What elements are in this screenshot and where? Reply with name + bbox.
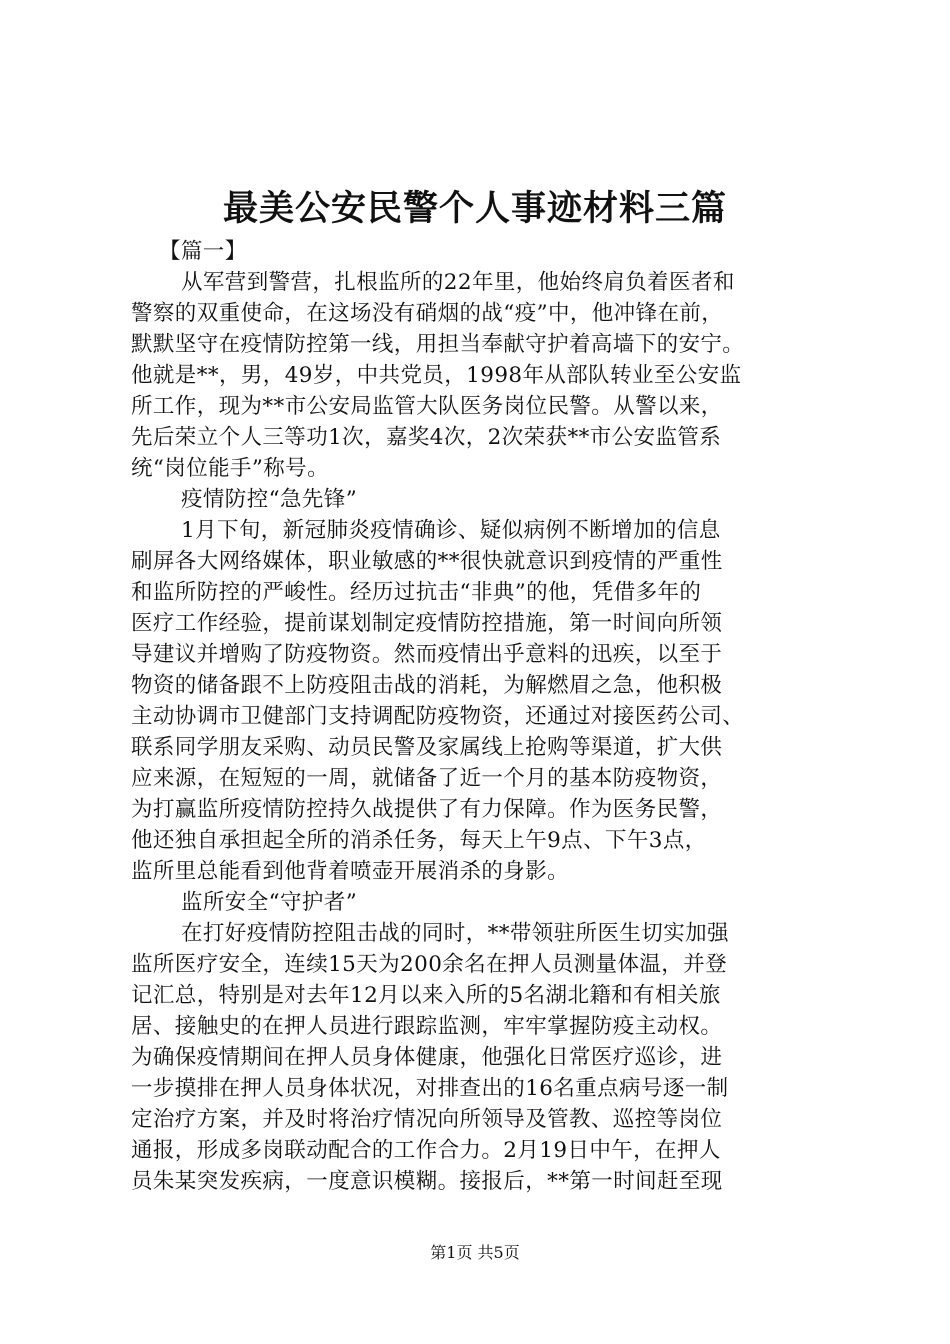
paragraph-line: 他还独自承担起全所的消杀任务，每天上午9点、下午3点， <box>131 828 707 853</box>
paragraph-line: 医疗工作经验，提前谋划制定疫情防控措施，第一时间向所领 <box>131 611 723 636</box>
paragraph-line: 从军营到警营，扎根监所的22年里，他始终肩负着医者和 <box>181 270 735 295</box>
paragraph-line: 应来源，在短短的一周，就储备了近一个月的基本防疫物资， <box>131 766 723 791</box>
paragraph-line: 物资的储备跟不上防疫阻击战的消耗，为解燃眉之急，他积极 <box>131 673 723 698</box>
paragraph-line: 导建议并增购了防疫物资。然而疫情出乎意料的迅疾，以至于 <box>131 642 723 667</box>
paragraph-line: 主动协调市卫健部门支持调配防疫物资，还通过对接医药公司、 <box>131 704 745 729</box>
paragraph-line: 刷屏各大网络媒体，职业敏感的**很快就意识到疫情的严重性 <box>131 549 723 574</box>
paragraph-line: 为确保疫情期间在押人员身体健康，他强化日常医疗巡诊，进 <box>131 1045 723 1070</box>
page-number: 第1页 共5页 <box>430 1243 520 1262</box>
paragraph-line: 先后荣立个人三等功1次，嘉奖4次，2次荣获**市公安监管系 <box>131 425 722 450</box>
subheading: 监所安全“守护者” <box>181 890 358 915</box>
paragraph-line: 记汇总，特别是对去年12月以来入所的5名湖北籍和有相关旅 <box>131 983 721 1008</box>
section-heading: 【篇一】 <box>159 239 247 264</box>
paragraph-line: 警察的双重使命，在这场没有硝烟的战“疫”中，他冲锋在前， <box>131 301 724 326</box>
subheading: 疫情防控“急先锋” <box>181 487 358 512</box>
paragraph-line: 定治疗方案，并及时将治疗情况向所领导及管教、巡控等岗位 <box>131 1107 723 1132</box>
paragraph-line: 在打好疫情防控阻击战的同时，**带领驻所医生切实加强 <box>181 921 729 946</box>
paragraph-line: 默默坚守在疫情防控第一线，用担当奉献守护着高墙下的安宁。 <box>131 332 745 357</box>
document-body <box>131 236 831 1197</box>
document-title: 最美公安民警个人事迹材料三篇 <box>222 189 727 229</box>
paragraph-line: 他就是**，男，49岁，中共党员，1998年从部队转业至公安监 <box>131 363 742 388</box>
paragraph-line: 通报，形成多岗联动配合的工作合力。2月19日中午，在押人 <box>131 1138 721 1163</box>
paragraph-line: 和监所防控的严峻性。经历过抗击“非典”的他，凭借多年的 <box>131 580 702 605</box>
paragraph-line: 联系同学朋友采购、动员民警及家属线上抢购等渠道，扩大供 <box>131 735 723 760</box>
paragraph-line: 监所医疗安全，连续15天为200余名在押人员测量体温，并登 <box>131 952 727 977</box>
paragraph-line: 统“岗位能手”称号。 <box>131 456 329 481</box>
paragraph-line: 所工作，现为**市公安局监管大队医务岗位民警。从警以来， <box>131 394 723 419</box>
paragraph-line: 员朱某突发疾病，一度意识模糊。接报后，**第一时间赶至现 <box>131 1169 723 1194</box>
paragraph-line: 居、接触史的在押人员进行跟踪监测，牢牢掌握防疫主动权。 <box>131 1014 723 1039</box>
paragraph-line: 1月下旬，新冠肺炎疫情确诊、疑似病例不断增加的信息 <box>181 518 721 543</box>
paragraph-line: 一步摸排在押人员身体状况，对排查出的16名重点病号逐一制 <box>131 1076 729 1101</box>
paragraph-line: 监所里总能看到他背着喷壶开展消杀的身影。 <box>131 859 570 884</box>
paragraph-line: 为打赢监所疫情防控持久战提供了有力保障。作为医务民警， <box>131 797 723 822</box>
